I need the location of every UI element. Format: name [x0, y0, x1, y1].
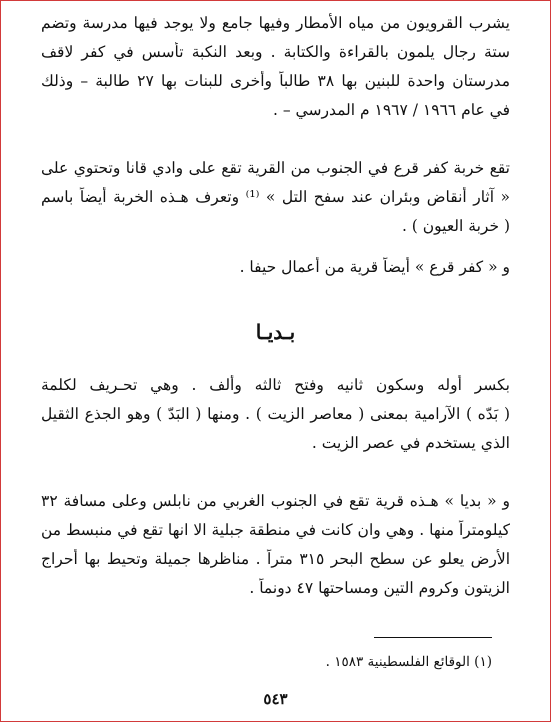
paragraph-1-line-2: ستة رجال يلمون بالقراءة والكتابة . وبعد النكبة تأسس في كفر لاقف — [41, 43, 510, 61]
paragraph-2-line-2: « آثار أنقاض وبئران عند سفح التل » ⁽¹⁾ وتعرف هـذه الخربة أيضاً باسم — [41, 188, 510, 206]
paragraph-5-line-4: الزيتون وكروم التين ومساحتها ٤٧ دونماً . — [249, 579, 510, 597]
section-heading: بـديـا — [255, 320, 296, 344]
page-number: ٥٤٣ — [263, 690, 288, 708]
paragraph-4-line-3: الذي يستخدم في عصر الزيت . — [311, 434, 510, 452]
paragraph-5-line-2: كيلومتراً منها . وهي وان كانت في منطقة جبلية الا انها تقع في منبسط من — [41, 521, 510, 539]
paragraph-5-line-1: و « بديا » هـذه قرية تقع في الجنوب الغربي من نابلس وعلى مسافة ٣٢ — [41, 492, 510, 510]
footnote: (١) الوقائع الفلسطينية ١٥٨٣ . — [325, 654, 492, 670]
paragraph-4-line-1: بكسر أوله وسكون ثانيه وفتح ثالثه وألف . وهي تحـريف لكلمة — [41, 376, 510, 394]
paragraph-3-line-1: و « كفر قرع » أيضاً قرية من أعمال حيفا . — [239, 258, 510, 276]
paragraph-5-line-3: الأرض يعلو عن سطح البحر ٣١٥ متراً . مناظرها جميلة وتحيط بها أحراج — [41, 550, 510, 568]
paragraph-1-line-1: يشرب القرويون من مياه الأمطار وفيها جامع ولا يوجد فيها مدرسة وتضم — [41, 14, 510, 32]
paragraph-4-line-2: ( بَدّه ) الآرامية بمعنى ( معاصر الزيت ) . ومنها ( البَدّ ) وهو الجذع الثقيل — [41, 405, 510, 423]
paragraph-2-line-1: تقع خربة كفر قرع في الجنوب من القرية تقع على وادي قانا وتحتوي على — [41, 159, 510, 177]
paragraph-1-line-3: مدرستان واحدة للبنين بها ٣٨ طالباً وأخرى للبنات بها ٢٧ طالبة – وذلك — [41, 72, 510, 90]
footnote-separator — [374, 637, 492, 638]
paragraph-2-line-3: ( خربة العيون ) . — [401, 217, 510, 235]
paragraph-1-line-4: في عام ١٩٦٦ / ١٩٦٧ م المدرسي – . — [273, 101, 510, 119]
